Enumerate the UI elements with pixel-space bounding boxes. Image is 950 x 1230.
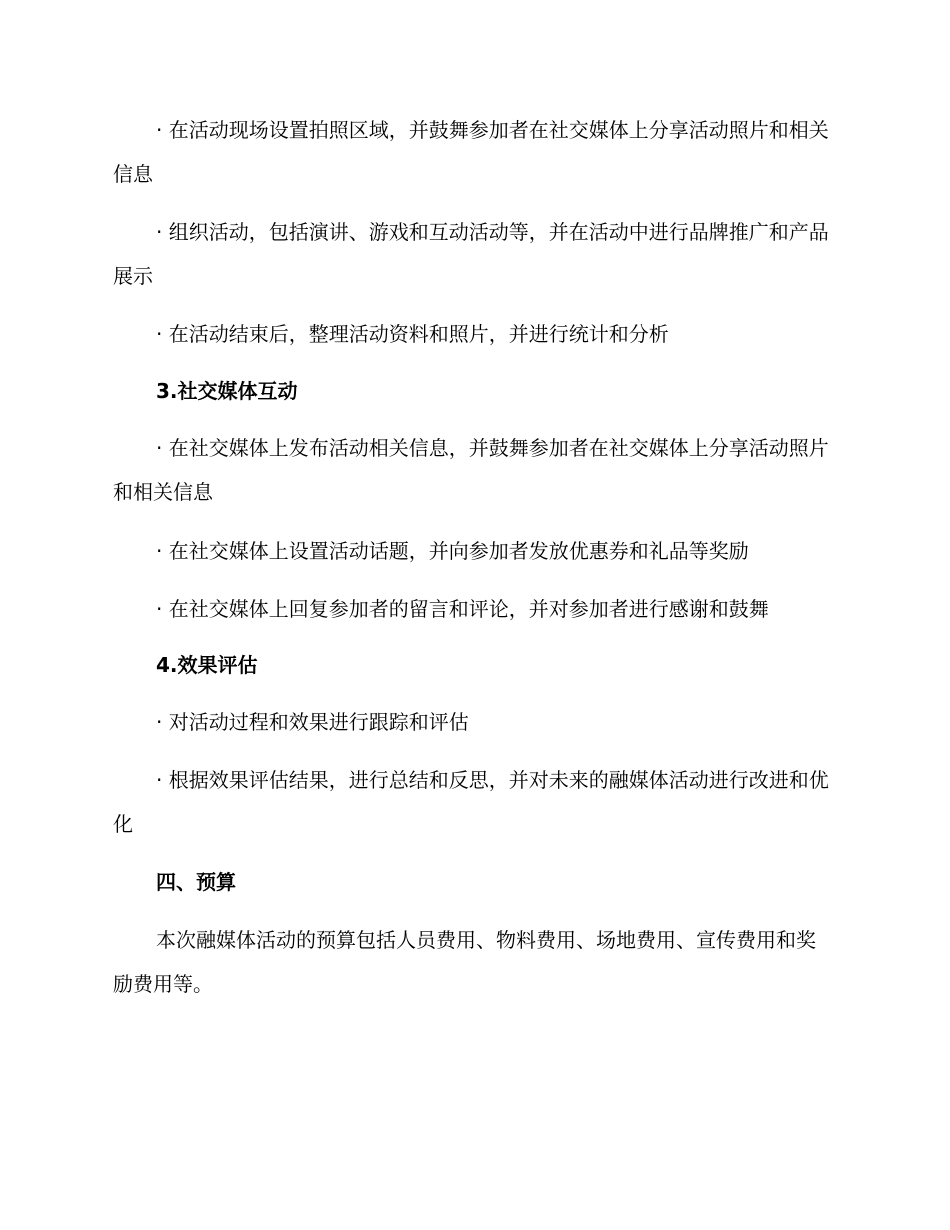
bullet-organize-activities: · 组织活动，包括演讲、游戏和互动活动等，并在活动中进行品牌推广和产品展示: [113, 220, 829, 288]
bullet-reply-comments: · 在社交媒体上回复参加者的留言和评论，并对参加者进行感谢和鼓舞: [156, 597, 769, 621]
bullet-publish-info: · 在社交媒体上发布活动相关信息，并鼓舞参加者在社交媒体上分享活动照片和相关信息: [113, 436, 829, 504]
budget-paragraph: 本次融媒体活动的预算包括人员费用、物料费用、场地费用、宣传费用和奖励费用等。: [113, 928, 816, 996]
bullet-track-evaluate: · 对活动过程和效果进行跟踪和评估: [156, 710, 469, 734]
section-heading-evaluation: 4.效果评估: [156, 653, 258, 677]
bullet-summarize: · 根据效果评估结果，进行总结和反思，并对未来的融媒体活动进行改进和优化: [113, 768, 829, 836]
bullet-set-topics: · 在社交媒体上设置活动话题，并向参加者发放优惠券和礼品等奖励: [156, 539, 749, 563]
bullet-after-event: · 在活动结束后，整理活动资料和照片，并进行统计和分析: [156, 322, 669, 346]
bullet-photo-area: · 在活动现场设置拍照区域，并鼓舞参加者在社交媒体上分享活动照片和相关信息: [113, 118, 829, 186]
section-heading-budget: 四、预算: [156, 870, 236, 894]
section-heading-social-media: 3.社交媒体互动: [156, 379, 298, 403]
